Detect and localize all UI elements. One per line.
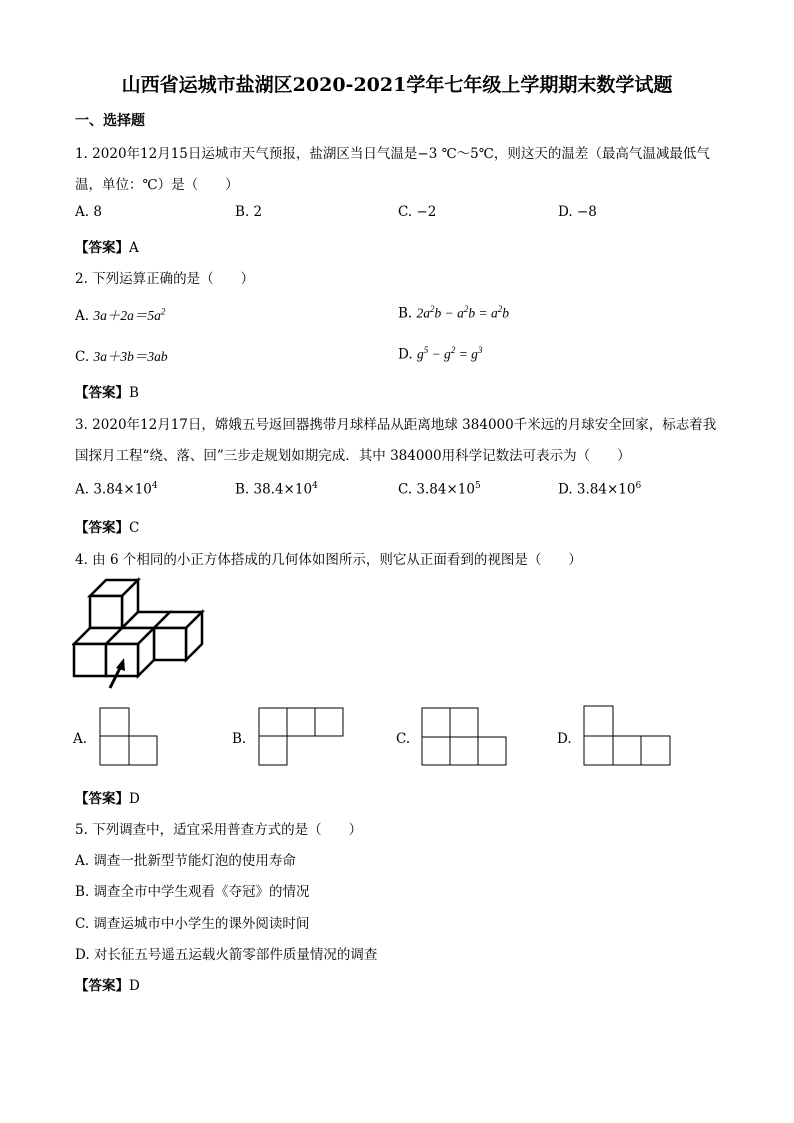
- view-c-cell: [422, 737, 450, 765]
- q3-option-b: [235, 481, 318, 498]
- q2-option-c-label: C.: [75, 349, 94, 365]
- cube-front-2-front: [106, 644, 138, 676]
- q3-option-c-sup: 5: [474, 481, 481, 491]
- q2-option-b-part4: b: [502, 305, 510, 321]
- view-b-cell: [315, 708, 343, 736]
- q5-answer-value: D: [129, 978, 140, 994]
- view-c-cell: [450, 737, 478, 765]
- page-title: 山西省运城市盐湖区2020-2021学年七年级上学期期末数学试题: [121, 74, 673, 96]
- cube-top-front: [90, 596, 122, 628]
- q2-option-b-sup3: 2: [497, 304, 503, 314]
- q3-answer-value: C: [129, 520, 140, 536]
- q2-option-b-sup1: 2: [430, 304, 435, 314]
- q3-stem-line2: 国探月工程“绕、落、回”三步走规划如期完成．其中 384000用科学记数法可表示为（ ）: [75, 448, 631, 464]
- q5-stem: 5. 下列调查中，适宜采用普查方式的是（ ）: [75, 822, 363, 838]
- q4-option-b-view: [258, 707, 346, 767]
- q3-option-a-label: A. 3.84×10: [75, 481, 152, 498]
- q2-option-d-label: D.: [398, 346, 417, 363]
- q2-option-a-expr: 3a＋2a＝5a: [93, 308, 161, 323]
- view-d-cell: [584, 736, 613, 765]
- q3-option-c: [398, 481, 481, 498]
- cube-figure: [72, 576, 212, 692]
- view-d-cell: [641, 736, 670, 765]
- q2-option-b: [398, 304, 509, 322]
- q3-option-d-label: D. 3.84×10: [558, 481, 636, 498]
- view-b-cell: [259, 708, 287, 736]
- view-c-cell: [478, 737, 506, 765]
- q2-option-d-part2: − g: [428, 346, 451, 362]
- answer-label: 【答案】: [75, 385, 129, 401]
- q4-option-b-label: B.: [232, 731, 247, 747]
- cube-back-2-front: [154, 628, 186, 660]
- q2-answer-value: B: [129, 385, 139, 401]
- q3-option-d: [558, 481, 641, 498]
- q2-option-c-expr: 3a＋3b＝3ab: [93, 349, 168, 364]
- q1-option-a: A. 8: [75, 204, 102, 220]
- q2-option-d: [398, 345, 482, 363]
- q1-answer-value: A: [129, 240, 139, 256]
- q4-answer-value: D: [129, 791, 140, 807]
- q5-option-d: D. 对长征五号遥五运载火箭零部件质量情况的调查: [75, 947, 378, 963]
- q2-option-b-part2: b − a: [434, 305, 464, 321]
- q3-option-d-sup: 6: [635, 481, 642, 491]
- q3-option-a-sup: 4: [151, 481, 158, 491]
- q3-answer: [75, 516, 139, 536]
- q3-option-c-label: C. 3.84×10: [398, 481, 475, 498]
- q3-option-a: [75, 481, 158, 498]
- q1-option-c: C. −2: [398, 204, 437, 220]
- q3-option-b-label: B. 38.4×10: [235, 481, 313, 498]
- q1-stem-line1: 1. 2020年12月15日运城市天气预报，盐湖区当日气温是−3 ℃～5℃，则这天的温差（最高气温减最低气: [75, 146, 710, 162]
- q2-option-d-sup2: 2: [450, 345, 456, 355]
- q1-option-d: D. −8: [558, 204, 597, 220]
- q2-option-d-part1: g: [416, 346, 424, 362]
- cube-front-1-front: [74, 644, 106, 676]
- q4-stem: 4. 由 6 个相同的小正方体搭成的几何体如图所示，则它从正面看到的视图是（ ）: [75, 552, 582, 568]
- q2-option-d-part3: = g: [455, 346, 478, 362]
- section-heading: 一、选择题: [75, 113, 145, 129]
- q2-option-c: [75, 345, 168, 365]
- answer-label: 【答案】: [75, 978, 129, 994]
- view-d-cell: [613, 736, 641, 765]
- answer-label: 【答案】: [75, 791, 129, 807]
- view-a-cell: [100, 736, 129, 765]
- q4-option-d-view: [583, 705, 673, 767]
- q4-option-c-view: [421, 707, 509, 767]
- view-a-cell: [100, 708, 129, 736]
- q1-answer: [75, 236, 139, 256]
- q1-option-b: B. 2: [235, 204, 263, 220]
- q2-option-b-label: B.: [398, 305, 417, 322]
- q2-option-d-sup3: 3: [477, 345, 483, 355]
- q2-option-a-label: A.: [75, 308, 94, 324]
- answer-label: 【答案】: [75, 520, 129, 536]
- q2-option-a: [75, 304, 165, 324]
- q5-answer: [75, 974, 140, 994]
- view-c-cell: [422, 708, 450, 737]
- q3-stem-line1: 3. 2020年12月17日，嫦娥五号返回器携带月球样品从距离地球 384000千米远的月球安全回家，标志着我: [75, 417, 717, 433]
- q2-option-b-part1: 2a: [416, 305, 431, 321]
- view-b-cell: [287, 708, 315, 736]
- q3-option-b-sup: 4: [312, 481, 318, 491]
- view-a-cell: [129, 736, 157, 765]
- q4-option-a-label: A.: [73, 731, 88, 747]
- q4-option-c-label: C.: [396, 731, 411, 747]
- q2-option-b-sup2: 2: [463, 304, 469, 314]
- q4-option-d-label: D.: [557, 731, 572, 747]
- q4-option-a-view: [99, 707, 159, 767]
- q2-option-d-sup1: 5: [423, 345, 429, 355]
- view-c-cell: [450, 708, 478, 737]
- q2-stem: 2. 下列运算正确的是（ ）: [75, 271, 255, 287]
- q4-answer: [75, 787, 140, 807]
- view-d-cell: [584, 706, 613, 736]
- q2-answer: [75, 381, 139, 401]
- q2-option-b-part3: b = a: [468, 305, 498, 321]
- answer-label: 【答案】: [75, 240, 129, 256]
- q5-option-b: B. 调查全市中学生观看《夺冠》的情况: [75, 884, 310, 900]
- view-b-cell: [259, 736, 287, 765]
- q2-option-a-sup: 2: [160, 306, 166, 317]
- q5-option-c: C. 调查运城市中小学生的课外阅读时间: [75, 916, 310, 932]
- q5-option-a: A. 调查一批新型节能灯泡的使用寿命: [75, 853, 296, 869]
- q1-stem-line2: 温，单位：℃）是（ ）: [75, 177, 239, 193]
